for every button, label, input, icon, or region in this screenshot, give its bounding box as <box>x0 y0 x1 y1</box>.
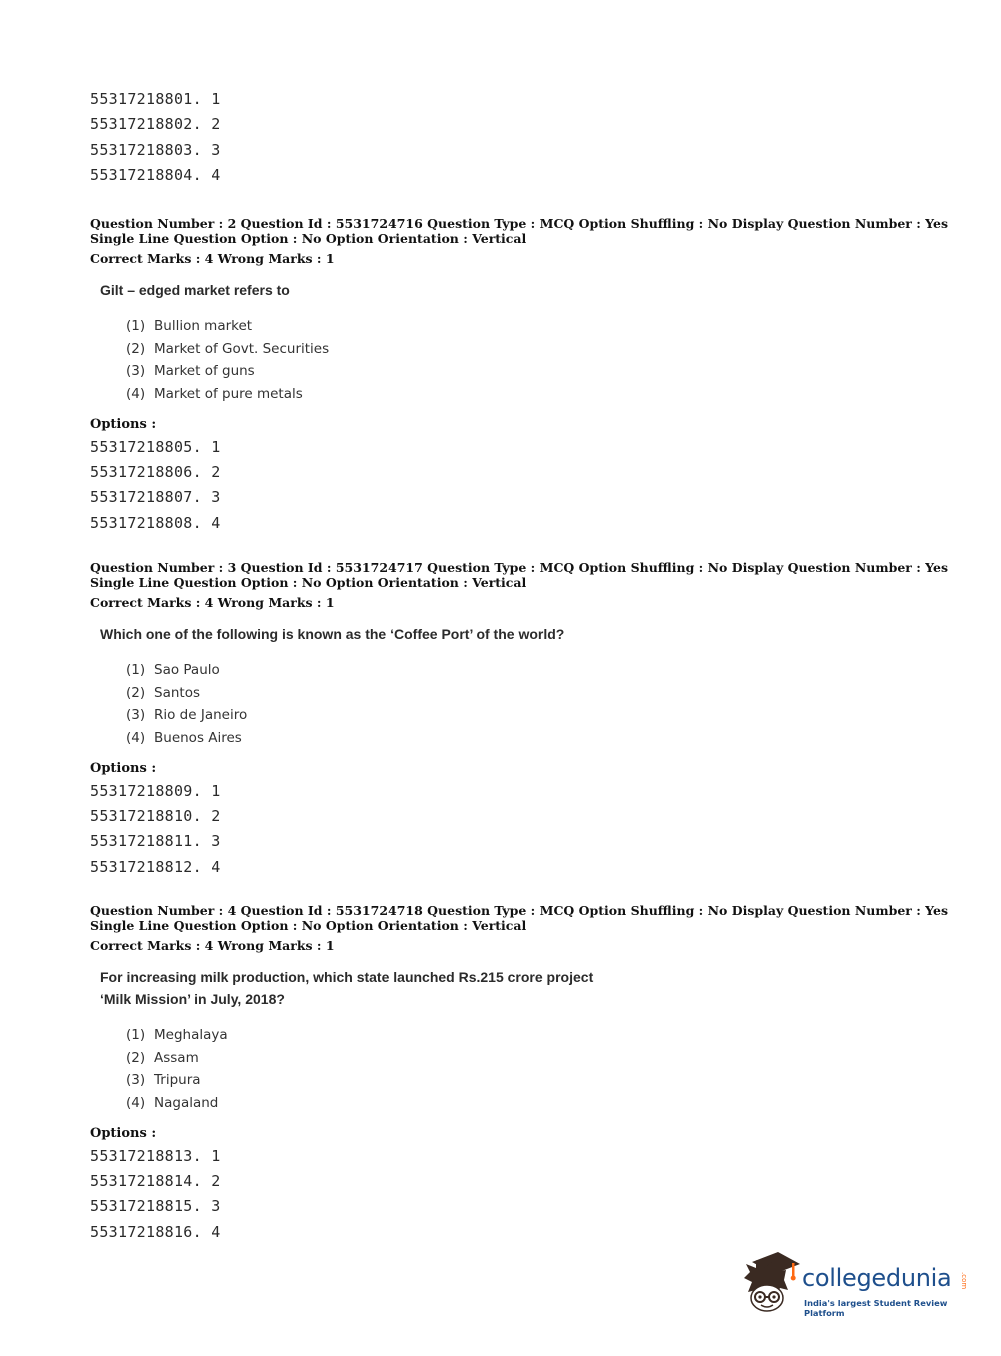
option-code: 55317218804. 4 <box>90 165 221 184</box>
choice-label: Bullion market <box>154 318 253 334</box>
question-meta-line1: Question Number : 3 Question Id : 5531724717 Question Type : MCQ Option Shuffling : No Display Question Number : Yes <box>90 560 949 575</box>
question-meta <box>90 216 970 246</box>
option-code: 55317218809. 1 <box>90 781 221 800</box>
option-code: 55317218816. 4 <box>90 1222 221 1241</box>
choice-number: (2) <box>126 684 146 701</box>
choice-item <box>126 1069 970 1092</box>
choice-list <box>126 659 970 750</box>
marks-line: Correct Marks : 4 Wrong Marks : 1 <box>90 595 335 610</box>
question-text-line: Gilt – edged market refers to <box>100 282 290 298</box>
logo-wordmark: collegedunia <box>802 1264 952 1292</box>
choice-item <box>126 1092 970 1115</box>
question-meta-line2: Single Line Question Option : No Option Orientation : Vertical <box>90 918 527 933</box>
option-code: 55317218803. 3 <box>90 140 221 159</box>
options-list <box>90 435 970 536</box>
question-block-3 <box>90 560 970 880</box>
choice-item <box>126 315 970 338</box>
choice-number: (1) <box>126 1027 146 1043</box>
option-code: 55317218813. 1 <box>90 1146 221 1165</box>
choice-label: Sao Paulo <box>154 662 220 678</box>
option-code: 55317218801. 1 <box>90 90 221 108</box>
question-meta-line1: Question Number : 4 Question Id : 5531724718 Question Type : MCQ Option Shuffling : No Display Question Number : Yes <box>90 903 949 918</box>
question-text-line: For increasing milk production, which state launched Rs.215 crore project <box>100 969 594 985</box>
question-text <box>100 623 970 645</box>
mascot-icon <box>742 1250 804 1316</box>
choice-item <box>126 1047 970 1070</box>
choice-item <box>126 338 970 361</box>
options-label: Options : <box>90 416 157 432</box>
option-code: 55317218806. 2 <box>90 463 221 482</box>
question-meta-line1: Question Number : 2 Question Id : 5531724716 Question Type : MCQ Option Shuffling : No Display Question Number : Yes <box>90 216 949 231</box>
question-text-line: Which one of the following is known as the ‘Coffee Port’ of the world? <box>100 626 565 642</box>
choice-item <box>126 704 970 727</box>
question-meta <box>90 903 970 933</box>
question-text <box>100 279 970 301</box>
option-code: 55317218807. 3 <box>90 488 221 507</box>
question-meta <box>90 560 970 590</box>
logo-suffix: .com <box>960 1272 968 1290</box>
question-meta-line2: Single Line Question Option : No Option Orientation : Vertical <box>90 575 527 590</box>
choice-number: (3) <box>126 1072 146 1089</box>
question-text-line: ‘Milk Mission’ in July, 2018? <box>100 991 285 1007</box>
option-code: 55317218808. 4 <box>90 513 221 532</box>
choice-label: Tripura <box>154 1072 201 1089</box>
top-options-list <box>90 87 221 188</box>
choice-item <box>126 383 970 406</box>
choice-item <box>126 360 970 383</box>
choice-number: (1) <box>126 318 146 334</box>
choice-number: (4) <box>126 730 146 747</box>
choice-label: Nagaland <box>154 1095 219 1112</box>
choice-number: (4) <box>126 1095 146 1112</box>
logo-tagline: India's largest Student Review Platform <box>804 1298 948 1318</box>
question-meta-line2: Single Line Question Option : No Option Orientation : Vertical <box>90 231 527 246</box>
choice-label: Santos <box>154 684 200 701</box>
choice-item <box>126 682 970 705</box>
choice-number: (1) <box>126 662 146 678</box>
option-code: 55317218810. 2 <box>90 807 221 826</box>
choice-item <box>126 727 970 750</box>
choice-label: Assam <box>154 1049 199 1066</box>
options-list <box>90 1144 970 1245</box>
choice-list <box>126 1024 970 1115</box>
question-block-4 <box>90 903 970 1245</box>
choice-item <box>126 1024 970 1047</box>
option-code: 55317218812. 4 <box>90 857 221 876</box>
choice-label: Market of Govt. Securities <box>154 340 330 357</box>
choice-item <box>126 659 970 682</box>
choice-number: (2) <box>126 1049 146 1066</box>
choice-label: Buenos Aires <box>154 730 242 747</box>
options-list <box>90 779 970 880</box>
choice-label: Rio de Janeiro <box>154 707 248 724</box>
choice-label: Meghalaya <box>154 1027 228 1043</box>
question-block-2 <box>90 216 970 536</box>
option-code: 55317218811. 3 <box>90 832 221 851</box>
marks-line: Correct Marks : 4 Wrong Marks : 1 <box>90 938 335 953</box>
marks-line: Correct Marks : 4 Wrong Marks : 1 <box>90 251 335 266</box>
choice-number: (4) <box>126 386 146 403</box>
choice-label: Market of guns <box>154 363 255 380</box>
choice-label: Market of pure metals <box>154 386 303 403</box>
option-code: 55317218815. 3 <box>90 1197 221 1216</box>
choice-list <box>126 315 970 406</box>
choice-number: (2) <box>126 340 146 357</box>
options-label: Options : <box>90 1125 157 1141</box>
choice-number: (3) <box>126 707 146 724</box>
option-code: 55317218802. 2 <box>90 115 221 134</box>
option-code: 55317218814. 2 <box>90 1172 221 1191</box>
options-label: Options : <box>90 760 157 776</box>
question-text <box>100 966 970 1010</box>
collegedunia-logo <box>742 1250 972 1320</box>
option-code: 55317218805. 1 <box>90 437 221 456</box>
choice-number: (3) <box>126 363 146 380</box>
